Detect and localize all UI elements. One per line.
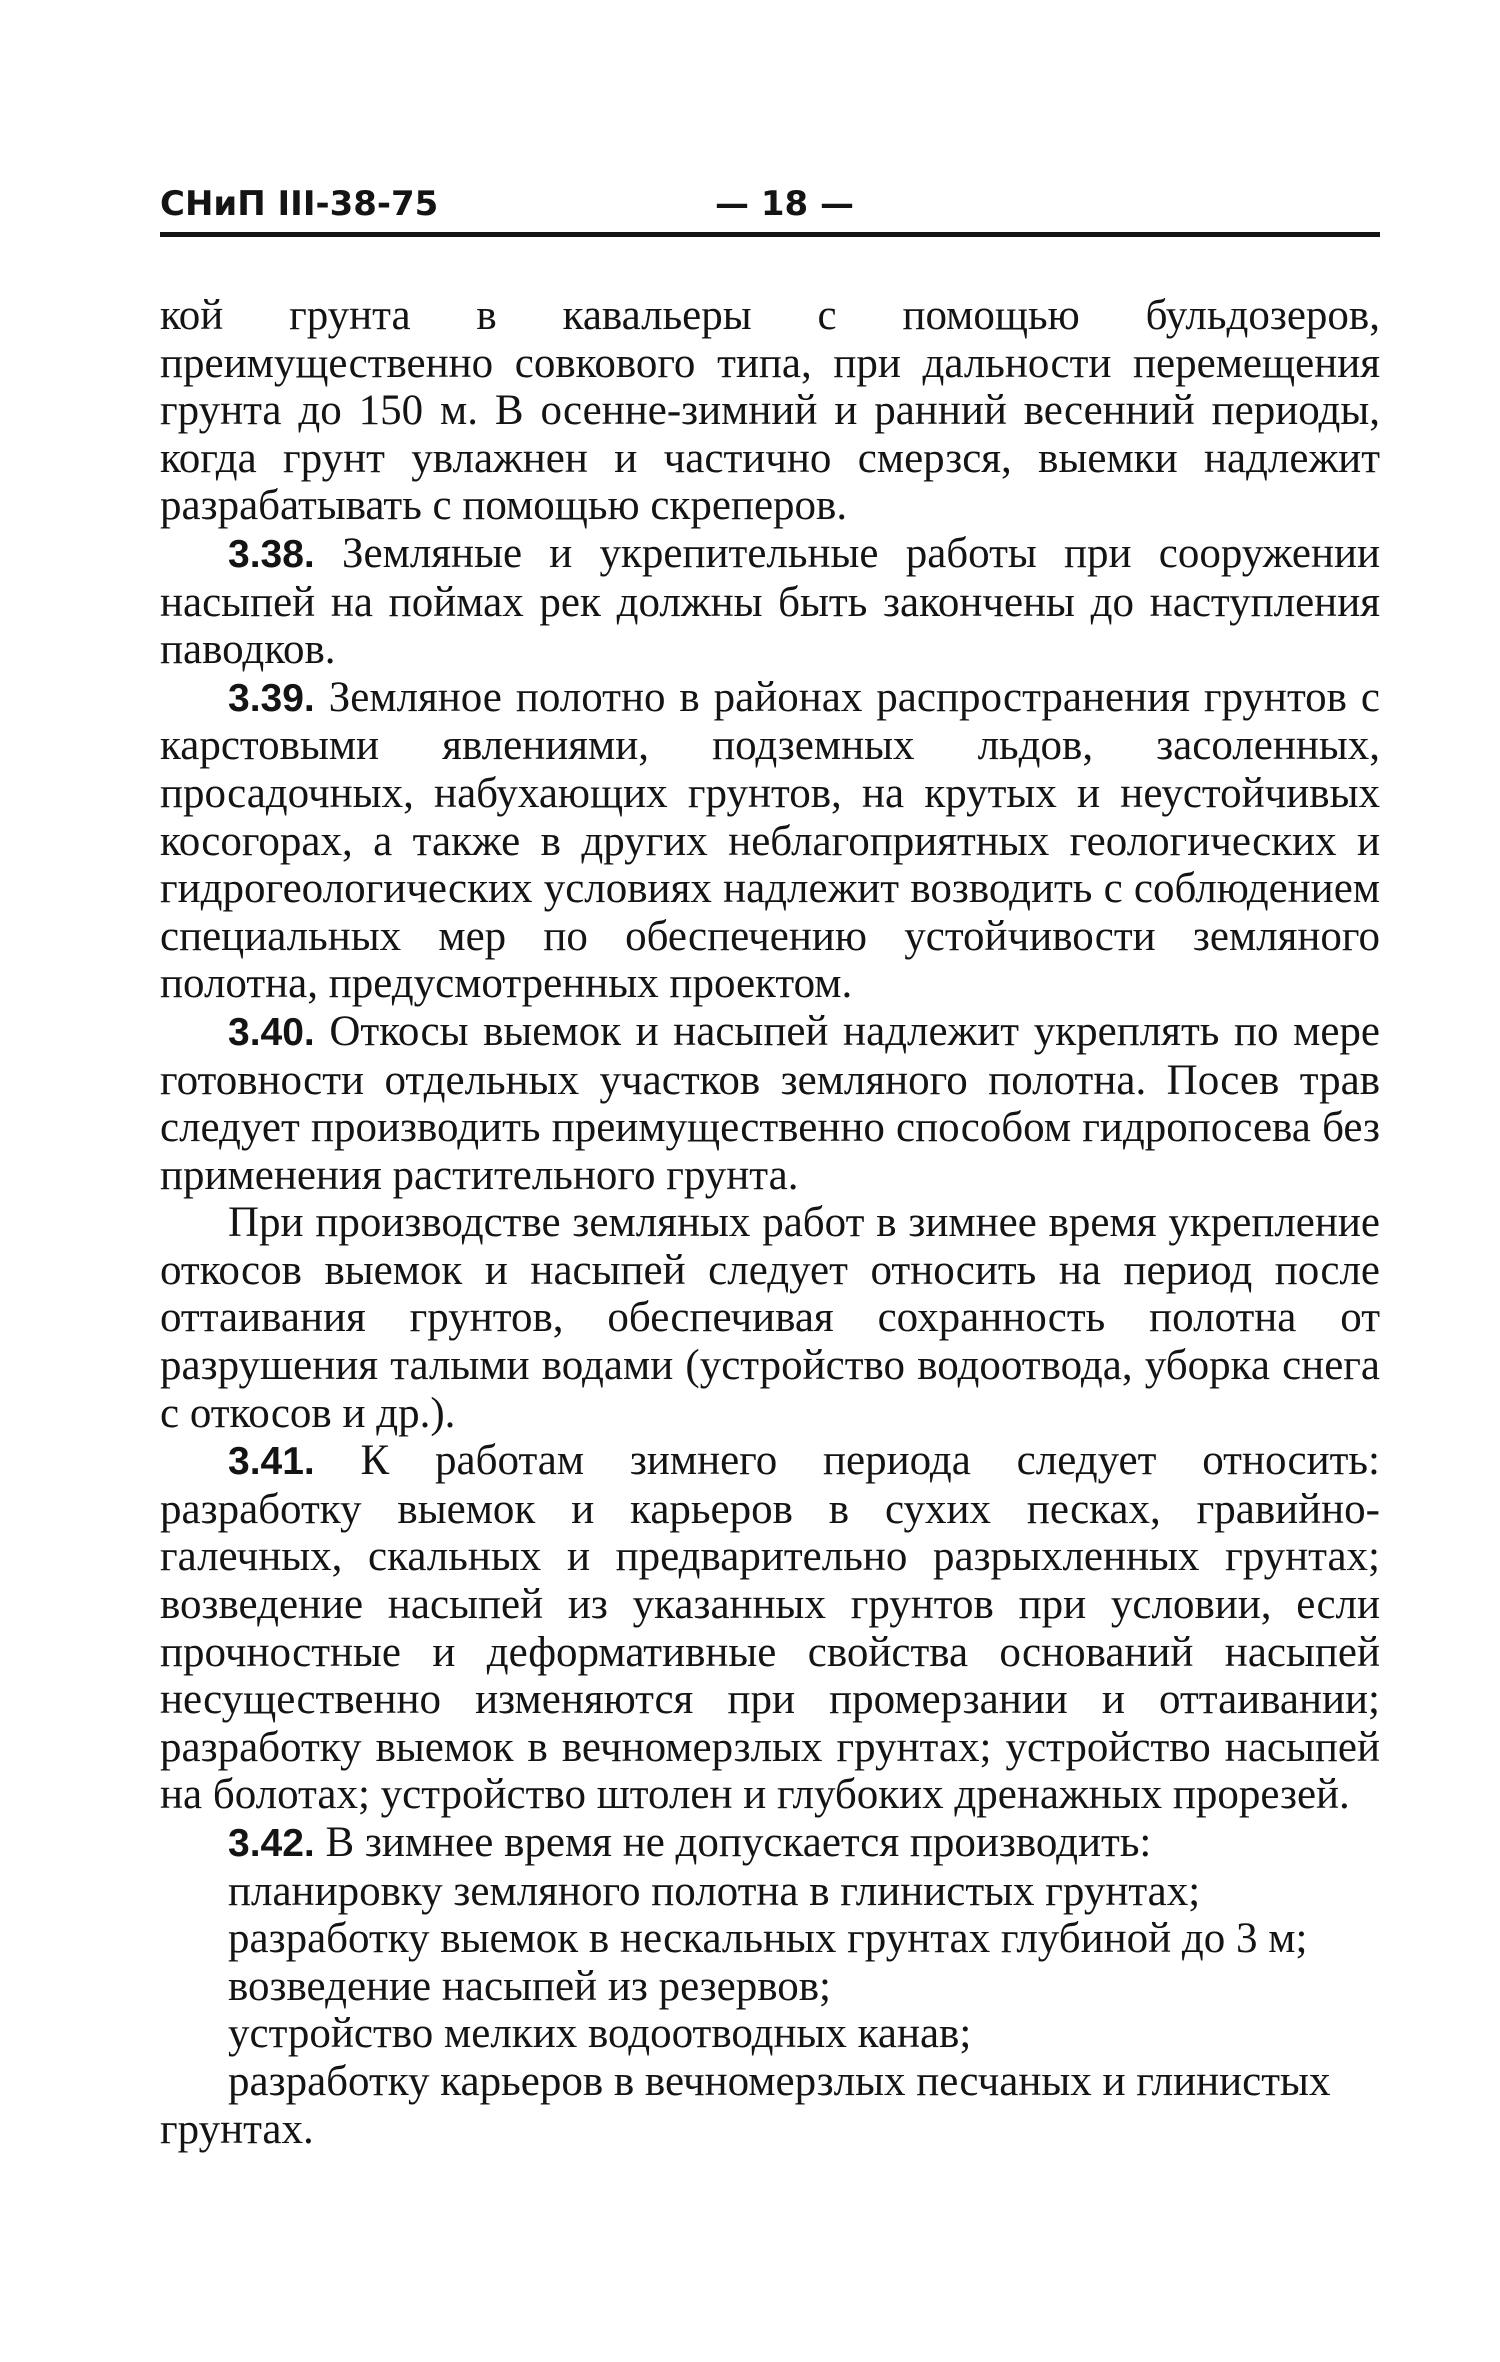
- paragraph-text: К работам зимнего периода следует относить: разработку выемок и карьеров в сухих песках, гравийно-галечных, скальных и предварительно разрыхленных грунтах; возведение насыпей из указанных грунтов при условии, если прочностные и деформативные свойства оснований насыпей несущественно изменяются при промерзании и оттаивании; разработку выемок в вечномерзлых грунтах; устройство насыпей на болотах; устройство штолен и глубоких дренажных прорезей.: [160, 1437, 1380, 1819]
- clause-number: 3.42.: [228, 1822, 315, 1865]
- paragraph-text: В зимнее время не допускается производить:: [314, 1819, 1152, 1866]
- clause-number: 3.40.: [228, 1010, 315, 1054]
- paragraph-3-38: [160, 530, 1380, 674]
- paragraph-text: Откосы выемок и насыпей надлежит укреплять по мере готовности отдельных участков земляного полотна. Посев трав следует производить преимущественно способом гидропосева без применения растительного грунта.: [160, 1007, 1380, 1199]
- paragraph-text: Земляное полотно в районах распространения грунтов с карстовыми явлениями, подземных льдов, засоленных, просадочных, набухающих грунтов, на крутых и неустойчивых косогорах, а также в других неблагоприятных геологических и гидрогеологических условиях надлежит возводить с соблюдением специальных мер по обеспечению устойчивости земляного полотна, предусмотренных проектом.: [160, 673, 1380, 1008]
- page-header: [160, 180, 1380, 230]
- list-item: возведение насыпей из резервов;: [228, 1962, 832, 2010]
- document-page: [160, 180, 1380, 2180]
- clause-number: 3.39.: [228, 676, 315, 720]
- paragraph-3-41: [160, 1437, 1380, 1819]
- paragraph-3-39: [160, 674, 1380, 1008]
- page-number: — 18 —: [715, 184, 854, 224]
- paragraph-text: При производстве земляных работ в зимнее время укрепление откосов выемок и насыпей следует относить на период после оттаивания грунтов, обеспечивая сохранность полотна от разрушения талыми водами (устройство водоотвода, уборка снега с откосов и др.).: [160, 1199, 1380, 1437]
- clause-number: 3.41.: [228, 1440, 315, 1484]
- paragraph-continued: [160, 292, 1380, 530]
- paragraph-text: Земляные и укрепительные работы при сооружении насыпей на поймах рек должны быть закончены до наступления паводков.: [160, 529, 1380, 674]
- paragraph-winter-slopes: [160, 1199, 1380, 1437]
- list-item: устройство мелких водоотводных канав;: [228, 2010, 972, 2058]
- paragraph-text: кой грунта в кавальеры с помощью бульдозеров, преимущественно совкового типа, при дальности перемещения грунта до 150 м. В осенне-зимний и ранний весенний периоды, когда грунт увлажнен и частично смерзся, выемки надлежит разрабатывать с помощью скреперов.: [160, 292, 1380, 530]
- list-item: планировку земляного полотна в глинистых грунтах;: [228, 1867, 1201, 1915]
- document-code: СНиП III-38-75: [160, 184, 439, 224]
- clause-number: 3.38.: [228, 532, 315, 576]
- list-item: разработку карьеров в вечномерзлых песчаных и глинистых грунтах.: [160, 2057, 1331, 2153]
- header-rule: [160, 232, 1380, 237]
- list-item: разработку выемок в нескальных грунтах глубиной до 3 м;: [228, 1915, 1308, 1963]
- paragraph-3-40: [160, 1008, 1380, 1199]
- body-text: [160, 292, 1380, 2153]
- paragraph-3-42: [160, 1819, 1380, 1868]
